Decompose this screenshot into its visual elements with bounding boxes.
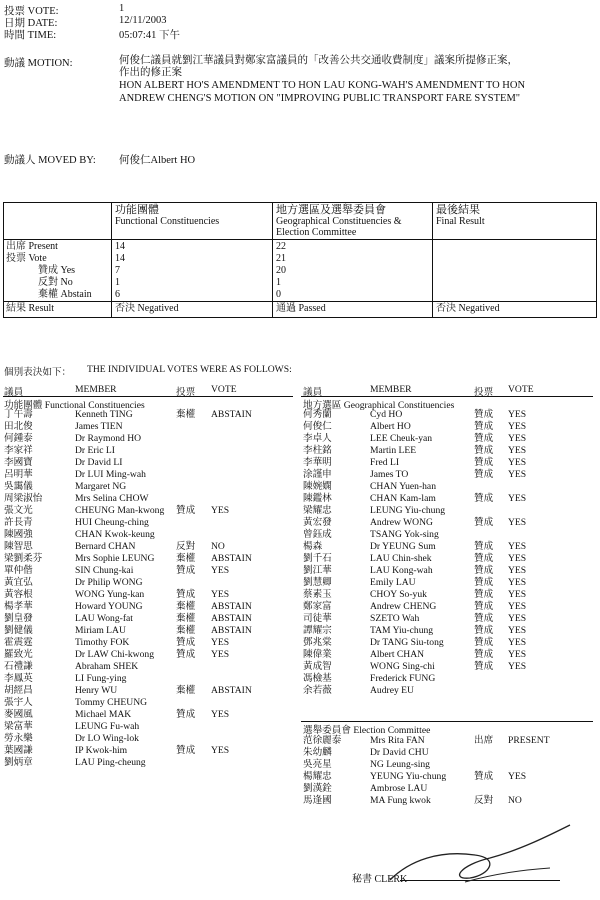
moved-by-value: 何俊仁Albert HO	[119, 155, 196, 166]
clerk-signature-icon	[380, 820, 580, 890]
motion-line-zh-1: 何俊仁議員就劉江華議員對鄭家富議員的「改善公共交通收費制度」議案所提修正案，	[119, 55, 518, 66]
motion-line-en-1: HON ALBERT HO'S AMENDMENT TO HON LAU KONG-WAH'S AMENDMENT TO HON	[119, 80, 526, 91]
right-col-member-zh: 議員	[303, 387, 323, 398]
col-gc-en-1: Geographical Constituencies &	[276, 216, 402, 227]
vote-value: 1	[119, 3, 125, 14]
gc-result: 通過 Passed	[276, 303, 326, 314]
row-no-gc: 1	[276, 277, 281, 288]
left-col-member-en: MEMBER	[75, 384, 117, 395]
row-present-gc: 22	[276, 241, 286, 252]
col-fc-en: Functional Constituencies	[115, 216, 220, 227]
row-present-fc: 14	[115, 241, 125, 252]
individual-intro-zh: 個別表決如下：	[4, 367, 72, 378]
left-col-member-zh: 議員	[4, 387, 24, 398]
col-fc-zh: 功能團體	[115, 204, 159, 216]
row-yes-fc: 7	[115, 265, 120, 276]
row-no-label: 反對 No	[38, 277, 73, 288]
row-present-label: 出席 Present	[6, 241, 58, 252]
row-no-fc: 1	[115, 277, 120, 288]
ec-section-title: 選舉委員會 Election Committee	[303, 725, 431, 736]
date-label: 日期 DATE:	[4, 18, 58, 29]
left-col-vote-zh: 投票	[176, 387, 196, 398]
row-yes-gc: 20	[276, 265, 286, 276]
vote-label: 投票 VOTE:	[4, 6, 59, 17]
moved-by-label: 動議人 MOVED BY:	[4, 155, 96, 166]
fc-section-title: 功能團體 Functional Constituencies	[4, 400, 145, 411]
row-yes-label: 贊成 Yes	[38, 265, 76, 276]
time-value: 05:07:41 下午	[119, 30, 180, 41]
fc-member-list: 丁午壽 Kenneth TING 棄權 ABSTAIN 田北俊 James TIEN 何鍾泰 Dr Raymond HO 李家祥 Dr Eric LI 李國寶 Dr David LI 呂明華 Dr LUI Ming-wah 吳靄儀 Margaret NG 周梁淑怡 Mrs Selina CHOW 張文光 CHEUNG Man-kwong 贊成 YES 許長青 HUI Cheung-ching 陳國強 CHAN Kwok-keung 陳智思 Bernard CHAN 反對 NO 梁劉柔芬 Mrs Sophie LEUNG 棄權 ABSTAIN 單仲偕 SIN Chung-kai 贊成 YES 黃宜弘 Dr Philip WONG 黃容根 WONG Yung-kan 贊成 YES 楊孝華 Howard YOUNG 棄權 ABSTAIN 劉皇發 LAU Wong-fat 棄權 ABSTAIN 劉健儀 Miriam LAU 棄權 ABSTAIN 霍震霆 Timothy FOK 贊成 YES 羅致光 Dr LAW Chi-kwong 贊成 YES 石禮謙 Abraham SHEK 李鳳英 LI Fung-ying 胡經昌 Henry WU 棄權 ABSTAIN 張宇人 Tommy CHEUNG 麥國風 Michael MAK 贊成 YES 梁富華 LEUNG Fu-wah 勞永樂 Dr LO Wing-lok 葉國謙 IP Kwok-him 贊成 YES 劉炳章 LAU Ping-cheung	[4, 409, 252, 768]
result-label: 結果 Result	[6, 303, 55, 314]
motion-line-zh-2: 作出的修正案	[119, 67, 182, 78]
time-label: 時間 TIME:	[4, 30, 57, 41]
left-col-vote-en: VOTE	[211, 384, 237, 395]
gc-member-list: 何秀蘭 Cyd HO 贊成 YES 何俊仁 Albert HO 贊成 YES 李卓人 LEE Cheuk-yan 贊成 YES 李柱銘 Martin LEE 贊成 YES 李華明 Fred LI 贊成 YES 涂謹申 James TO 贊成 YES 陳婉嫻 CHAN Yuen-han 陳鑑林 CHAN Kam-lam 贊成 YES 梁耀忠 LEUNG Yiu-chung 黃宏發 Andrew WONG 贊成 YES 曾鈺成 TSANG Yok-sing 楊森 Dr YEUNG Sum 贊成 YES 劉千石 LAU Chin-shek 贊成 YES 劉江華 LAU Kong-wah 贊成 YES 劉慧卿 Emily LAU 贊成 YES 蔡素玉 CHOY So-yuk 贊成 YES 鄭家富 Andrew CHENG 贊成 YES 司徒華 SZETO Wah 贊成 YES 譚耀宗 TAM Yiu-chung 贊成 YES 鄧兆棠 Dr TANG Siu-tong 贊成 YES 陳偉業 Albert CHAN 贊成 YES 黃成智 WONG Sing-chi 贊成 YES 馮檢基 Frederick FUNG 余若薇 Audrey EU	[303, 409, 527, 696]
row-vote-fc: 14	[115, 253, 125, 264]
date-value: 12/11/2003	[119, 15, 167, 26]
right-col-member-en: MEMBER	[370, 384, 412, 395]
fc-result: 否決 Negatived	[115, 303, 179, 314]
col-gc-en-2: Election Committee	[276, 227, 357, 238]
row-abstain-gc: 0	[276, 289, 281, 300]
final-result: 否決 Negatived	[436, 303, 500, 314]
motion-line-en-2: ANDREW CHENG'S MOTION ON "IMPROVING PUBLIC TRANSPORT FARE SYSTEM"	[119, 93, 521, 104]
ec-member-list: 范徐麗泰 Mrs Rita FAN 出席 PRESENT 朱幼麟 Dr David CHU 吳亮星 NG Leung-sing 楊耀忠 YEUNG Yiu-chung 贊成 YES 劉漢銓 Ambrose LAU 馬逢國 MA Fung kwok 反對 NO	[303, 735, 550, 806]
col-gc-zh: 地方選區及選舉委員會	[276, 204, 386, 216]
col-final-zh: 最後結果	[436, 204, 480, 216]
clerk-label: 秘書 CLERK	[352, 874, 408, 885]
motion-label: 動議 MOTION:	[4, 58, 73, 69]
individual-intro-en: THE INDIVIDUAL VOTES WERE AS FOLLOWS:	[87, 364, 292, 375]
results-table	[3, 202, 597, 318]
row-abstain-fc: 6	[115, 289, 120, 300]
right-col-vote-en: VOTE	[508, 384, 534, 395]
row-vote-gc: 21	[276, 253, 286, 264]
row-vote-label: 投票 Vote	[6, 253, 47, 264]
right-col-vote-zh: 投票	[474, 387, 494, 398]
row-abstain-label: 棄權 Abstain	[38, 289, 92, 300]
gc-section-title: 地方選區 Geographical Constituencies	[303, 400, 455, 411]
col-final-en: Final Result	[436, 216, 485, 227]
